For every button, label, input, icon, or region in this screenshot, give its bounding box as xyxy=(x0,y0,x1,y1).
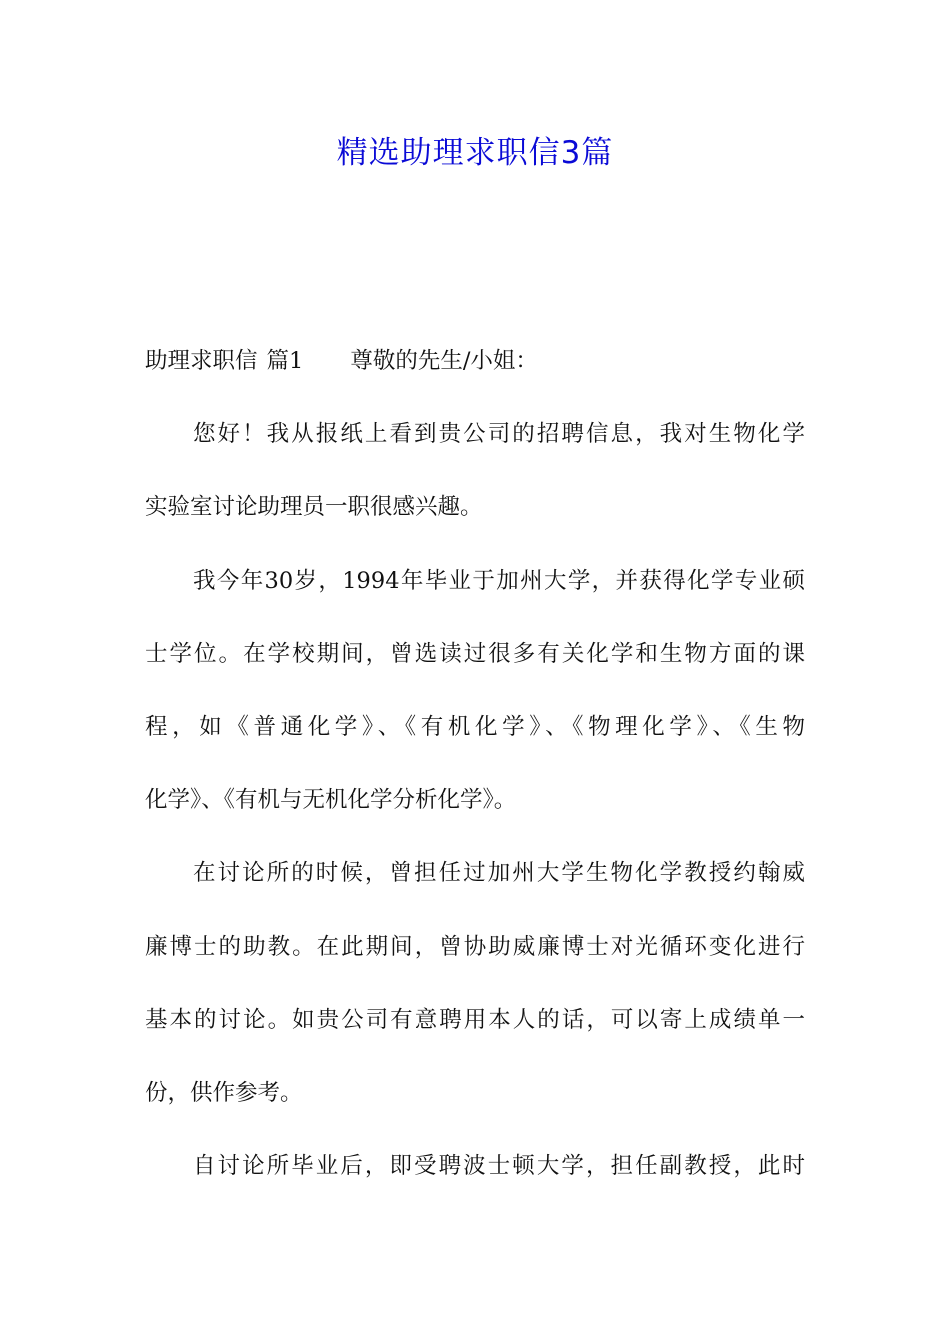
heading-number: 篇1 xyxy=(266,348,304,374)
heading-label: 助理求职信 xyxy=(145,348,258,374)
paragraph-line: 实验室讨论助理员一职很感兴趣。 xyxy=(145,494,483,521)
paragraph-line: 我今年30岁，1994年毕业于加州大学，并获得化学专业硕 xyxy=(193,567,805,594)
paragraph-line: 份，供作参考。 xyxy=(145,1079,303,1106)
paragraph-line: 化学》、《有机与无机化学分析化学》。 xyxy=(145,787,517,814)
paragraph-line: 士学位。在学校期间，曾选读过很多有关化学和生物方面的课 xyxy=(145,640,805,667)
salutation: 尊敬的先生/小姐： xyxy=(350,348,538,374)
paragraph-line: 程，如《普通化学》、《有机化学》、《物理化学》、《生物 xyxy=(145,713,805,740)
document-title: 精选助理求职信3篇 xyxy=(336,135,614,171)
paragraph-line: 廉博士的助教。在此期间，曾协助威廉博士对光循环变化进行 xyxy=(145,933,805,960)
paragraph-line: 基本的讨论。如贵公司有意聘用本人的话，可以寄上成绩单一 xyxy=(145,1006,805,1033)
letter-body xyxy=(145,331,805,1209)
paragraph-line: 您好！我从报纸上看到贵公司的招聘信息，我对生物化学 xyxy=(193,421,805,448)
letter-heading-line xyxy=(145,331,805,404)
paragraph-line: 自讨论所毕业后，即受聘波士顿大学，担任副教授，此时 xyxy=(193,1153,805,1180)
paragraph-line: 在讨论所的时候，曾担任过加州大学生物化学教授约翰威 xyxy=(193,860,805,887)
